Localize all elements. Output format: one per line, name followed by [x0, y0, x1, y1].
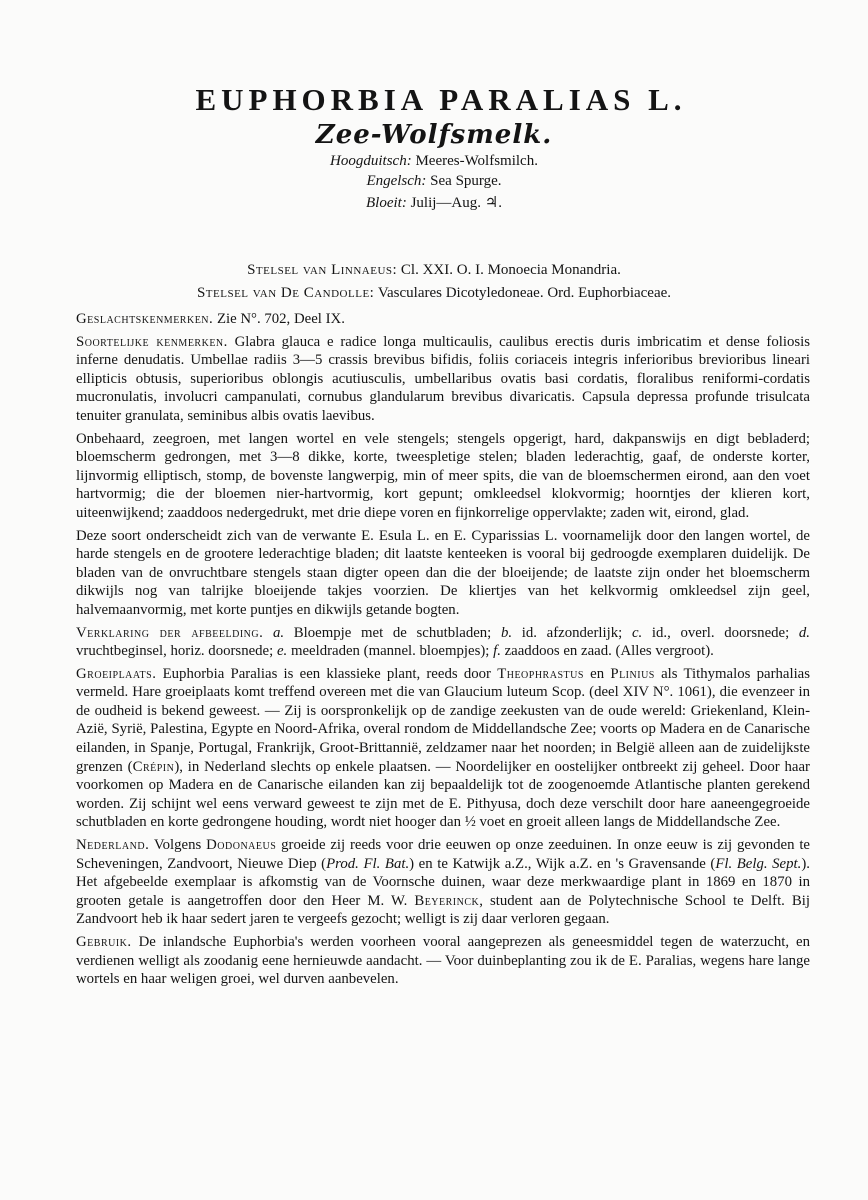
figure-label: Verklaring der afbeelding. [76, 624, 264, 641]
bloom-line [0, 193, 868, 212]
classification-systems [0, 262, 868, 308]
netherlands-paragraph [76, 836, 810, 929]
figure-text-c: id., overl. doorsnede; [651, 624, 790, 641]
comparison-paragraph: Deze soort onderscheidt zich van de verwante E. Esula L. en E. Cyparissias L. voornamelijk door den langen wortel, de harde stengels en de grootere lederachtige bladen; dit laatste kenteeken is vooral bij gedroogde exemplaren duidelijk. De bladen van de onvruchtbare stengels staan digter opeen dan die der bloeijende; de laatste zijn onder het bloemscherm dikwijls nog van talrijke bloeijende takjes voorzien. De kliertjes van het kelkvormig omkleedsel zijn geel, halvemaanvormig, met korte puntjes en dikwijls getande bogten. [76, 527, 810, 618]
german-label: Hoogduitsch: [330, 153, 412, 169]
german-name-line [0, 153, 868, 170]
figure-text-e: meeldraden (mannel. bloempjes); [290, 643, 490, 660]
author-theophrastus: Theophrastus [497, 665, 584, 682]
species-label: Soortelijke kenmerken. [76, 333, 228, 350]
genus-text: Zie N°. 702, Deel IX. [216, 311, 345, 327]
figure-key-e: e. [276, 643, 288, 660]
author-beyerinck: Beyerinck [414, 892, 480, 909]
english-name: Sea Spurge. [430, 173, 502, 189]
linnaeus-label: Stelsel van Linnaeus: [247, 262, 398, 278]
figure-key-c: c. [631, 624, 643, 641]
netherlands-text-4: ). Het afgebeelde exemplaar is afkomstig van de Voornsche duinen, waar deze merkwaardige plant in 1869 en 1870 in grooten getale is aangetroffen door den Heer M. W. [76, 855, 810, 909]
author-crepin: Crépin [132, 758, 175, 775]
habitat-text-2: als Tithymalos parhalias vermeld. Hare groeiplaats komt treffend overeen met die van Glaucium luteum Scop. (deel XIV N°. 1061), die evenzeer in de oudheid is bekend geweest. — Zij is oorspronkelijk op de zandige zeekusten van de oude wereld: Griekenland, Klein-Azië, Syrië, Palestina, Egypte en Noord-Afrika, overal rondom de Middellandsche Zee; voorts op Madera en de Canarische eilanden, in Spanje, Portugal, Frankrijk, Groot-Brittannië, zeldzamer naar het noorden; in België alleen aan de zuidelijkste grenzen ( [76, 665, 811, 775]
use-text: De inlandsche Euphorbia's werden voorheen vooral aangeprezen als geneesmiddel tegen de waterzucht, en verdienen welligt als zoodanig eene hernieuwde aandacht. — Voor duinbeplanting zou ik de E. Paralias, wegens hare lange wortels en haar weligen groei, wel durven aanbevelen. [76, 934, 810, 988]
author-dodonaeus: Dodonaeus [206, 837, 277, 854]
dutch-title: Zee-Wolfsmelk. [315, 120, 553, 150]
figure-key-d: d. [798, 624, 811, 641]
figure-text-b: id. afzonderlijk; [521, 624, 623, 641]
title-block [0, 82, 868, 212]
netherlands-text-2: groeide zij reeds voor drie eeuwen op onze zeeduinen. In onze eeuw is zij gevonden te Scheveningen, Zandvoort, Nieuwe Diep ( [76, 837, 811, 872]
figure-key-f: f. [493, 643, 501, 660]
english-label: Engelsch: [366, 173, 427, 189]
linnaeus-line [0, 262, 868, 285]
latin-title: EUPHORBIA PARALIAS L. [195, 82, 687, 117]
bloom-label: Bloeit: [366, 195, 407, 211]
description-paragraph: Onbehaard, zeegroen, met langen wortel en vele stengels; stengels opgerigt, hard, dakpanswijs en digt bebladerd; bloemscherm gedrongen, met 3—8 dikke, korte, tweespletige stelen; bladen lederachtig, gaaf, de onderste korter, lijnvormig elliptisch, stomp, de bovenste langwerpig, min of meer spits, die van de bloemschermen eirond, aan den voet hartvormig; die der bloemen nier-hartvormig, kort gepunt; omkleedsel klokvormig; hoorntjes der klieren kort, uiteenwijkend; zaaddoos nedergedrukt, met drie diepe voren en fijnkorrelige oppervlakte; zaden wit, eirond, glad. [76, 430, 810, 521]
habitat-text-3: ), in Nederland slechts op enkele plaatsen. — Noordelijker en oostelijker ontbreekt zij geheel. Door haar voorkomen op Madera en de Canarische eilanden kan zij bepaaldelijk tot de zoogenoemde Atlantische planten gerekend worden. Zij schijnt wel eens verward geweest te zijn met de E. Pithyusa, doch deze verschilt door hare aaneengegroeide schutbladen en korte gedrongene houding, wordt niet hooger dan ½ voet en groeit alleen langs de Middellandsche Zee. [76, 758, 810, 831]
english-name-line [0, 173, 868, 190]
species-text: Glabra glauca e radice longa multicaulis, caulibus erectis duris imbricatim et dense foliosis inferne denudatis. Umbellae radiis 3—5 crassis brevibus bifidis, foliis coriaceis integris inferioribus brevioribus lineari ellipticis obtusis, superioribus oblongis acutiusculis, umbellaribus ovatis basi cordatis, floralibus reniformi-cordatis mucronulatis, involucri campanulati, cornubus glandularum brevibus divaricatis. Capsula depressa profunde trisulcata tenuiter granulata, seminibus albis ovatis laevibus. [76, 333, 810, 424]
ref-prod-fl-bat: Prod. Fl. Bat. [326, 855, 410, 872]
species-paragraph [76, 333, 810, 426]
habitat-label: Groeiplaats. [76, 665, 157, 682]
netherlands-text-1: Volgens [153, 837, 202, 854]
figure-text-a: Bloempje met de schutbladen; [293, 624, 492, 641]
ref-fl-belg-sept: Fl. Belg. Sept. [715, 855, 802, 872]
bloom-value: Julij—Aug. ♃. [410, 195, 502, 211]
body-text [76, 310, 810, 993]
netherlands-text-5: , student aan de Polytechnische School te Delft. Bij Zandvoort heb ik haar sedert jaren te vergeefs gezocht; welligt is zij daar verloren gegaan. [76, 892, 811, 928]
netherlands-label: Nederland. [76, 837, 150, 854]
linnaeus-value: Cl. XXI. O. I. Monoecia Monandria. [400, 262, 621, 278]
author-plinius: Plinius [610, 665, 655, 682]
habitat-en: en [590, 665, 605, 682]
figure-text-f: zaaddoos en zaad. (Alles vergroot). [504, 643, 714, 660]
candolle-line [0, 285, 868, 308]
candolle-label: Stelsel van De Candolle: [196, 285, 375, 301]
candolle-value: Vasculares Dicotyledoneae. Ord. Euphorbiaceae. [377, 285, 672, 301]
use-label: Gebruik. [76, 934, 132, 950]
use-paragraph [76, 933, 810, 989]
genus-paragraph [76, 310, 810, 329]
figure-text-d: vruchtbeginsel, horiz. doorsnede; [76, 643, 274, 660]
habitat-paragraph [76, 665, 810, 832]
figure-key-a: a. [272, 624, 285, 641]
netherlands-text-3: ) en te Katwijk a.Z., Wijk a.Z. en 's Gravensande ( [409, 855, 716, 872]
figure-key-b: b. [500, 624, 513, 641]
figure-paragraph [76, 624, 810, 661]
genus-label: Geslachtskenmerken. [76, 311, 214, 327]
habitat-text-1: Euphorbia Paralias is een klassieke plant, reeds door [162, 665, 491, 682]
german-name: Meeres-Wolfsmilch. [415, 153, 538, 169]
